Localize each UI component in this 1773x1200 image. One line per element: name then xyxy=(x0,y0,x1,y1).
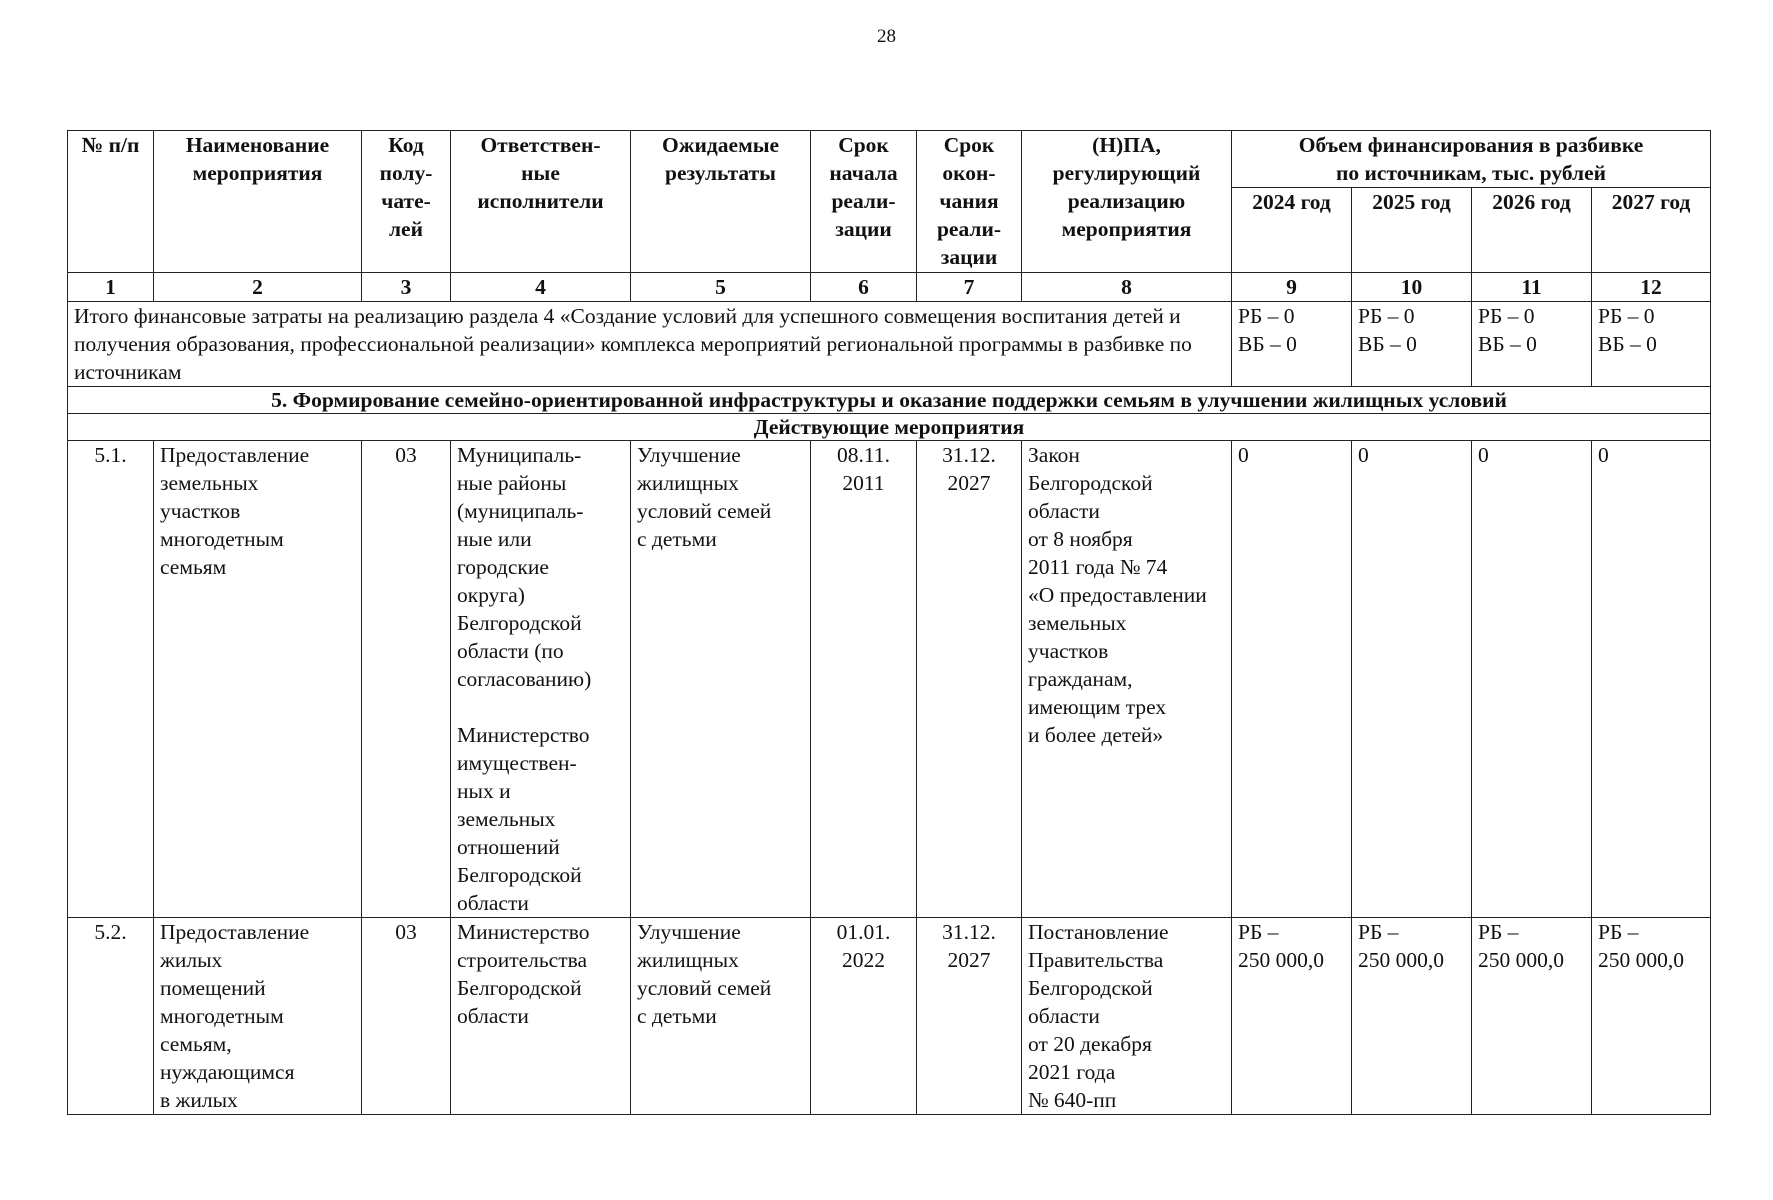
column-number: 5 xyxy=(631,273,811,302)
table-row xyxy=(68,441,1711,918)
recipient-code: 03 xyxy=(362,441,451,918)
header-year-2026: 2026 год xyxy=(1472,188,1592,273)
regulatory-act: Закон Белгородской области от 8 ноября 2011 года № 74 «О предоставлении земельных участков гражданам, имеющим трех и более детей» xyxy=(1022,441,1232,918)
column-number: 6 xyxy=(811,273,917,302)
responsible-executors: Муниципаль- ные районы (муниципаль- ные или городские округа) Белгородской области (по согласованию) Министерство имуществен- ных и земельных отношений Белгородской области xyxy=(451,441,631,918)
total-value-2027: РБ – 0 ВБ – 0 xyxy=(1592,302,1711,387)
start-date: 01.01. 2022 xyxy=(811,918,917,1115)
column-number: 7 xyxy=(917,273,1022,302)
page-number: 28 xyxy=(877,26,896,47)
header-no: № п/п xyxy=(68,131,154,273)
program-activities-table xyxy=(67,130,1711,1115)
funding-2025: РБ – 250 000,0 xyxy=(1352,918,1472,1115)
funding-2026: РБ – 250 000,0 xyxy=(1472,918,1592,1115)
total-row xyxy=(68,302,1711,387)
total-row-text: Итого финансовые затраты на реализацию раздела 4 «Создание условий для успешного совмещения воспитания детей и получения образования, профессиональной реализации» комплекса мероприятий региональной программы в разбивке по источникам xyxy=(68,302,1232,387)
column-number: 2 xyxy=(154,273,362,302)
section-title: 5. Формирование семейно-ориентированной инфраструктуры и оказание поддержки семьям в улучшении жилищных условий xyxy=(68,387,1711,414)
subsection-title: Действующие мероприятия xyxy=(68,414,1711,441)
header-end: Срок окон- чания реали- зации xyxy=(917,131,1022,273)
column-number: 3 xyxy=(362,273,451,302)
column-number: 11 xyxy=(1472,273,1592,302)
activity-name: Предоставление земельных участков многодетным семьям xyxy=(154,441,362,918)
total-value-2025: РБ – 0 ВБ – 0 xyxy=(1352,302,1472,387)
column-number: 10 xyxy=(1352,273,1472,302)
recipient-code: 03 xyxy=(362,918,451,1115)
funding-2027: РБ – 250 000,0 xyxy=(1592,918,1711,1115)
expected-results: Улучшение жилищных условий семей с детьми xyxy=(631,918,811,1115)
funding-2026: 0 xyxy=(1472,441,1592,918)
responsible-executors: Министерство строительства Белгородской области xyxy=(451,918,631,1115)
header-funding: Объем финансирования в разбивке по источникам, тыс. рублей xyxy=(1232,131,1711,188)
header-year-2027: 2027 год xyxy=(1592,188,1711,273)
header-year-2024: 2024 год xyxy=(1232,188,1352,273)
total-value-2026: РБ – 0 ВБ – 0 xyxy=(1472,302,1592,387)
funding-2024: 0 xyxy=(1232,441,1352,918)
header-name: Наименование мероприятия xyxy=(154,131,362,273)
total-value-2024: РБ – 0 ВБ – 0 xyxy=(1232,302,1352,387)
regulatory-act: Постановление Правительства Белгородской области от 20 декабря 2021 года № 640-пп xyxy=(1022,918,1232,1115)
funding-2025: 0 xyxy=(1352,441,1472,918)
header-results: Ожидаемые результаты xyxy=(631,131,811,273)
header-start: Срок начала реали- зации xyxy=(811,131,917,273)
end-date: 31.12. 2027 xyxy=(917,918,1022,1115)
column-number: 12 xyxy=(1592,273,1711,302)
column-number: 1 xyxy=(68,273,154,302)
column-number: 9 xyxy=(1232,273,1352,302)
header-code: Код полу- чате- лей xyxy=(362,131,451,273)
header-npa: (Н)ПА, регулирующий реализацию мероприятия xyxy=(1022,131,1232,273)
funding-2024: РБ – 250 000,0 xyxy=(1232,918,1352,1115)
header-year-2025: 2025 год xyxy=(1352,188,1472,273)
activity-name: Предоставление жилых помещений многодетным семьям, нуждающимся в жилых xyxy=(154,918,362,1115)
column-number: 8 xyxy=(1022,273,1232,302)
row-number: 5.1. xyxy=(68,441,154,918)
column-number: 4 xyxy=(451,273,631,302)
row-number: 5.2. xyxy=(68,918,154,1115)
expected-results: Улучшение жилищных условий семей с детьми xyxy=(631,441,811,918)
start-date: 08.11. 2011 xyxy=(811,441,917,918)
end-date: 31.12. 2027 xyxy=(917,441,1022,918)
funding-2027: 0 xyxy=(1592,441,1711,918)
header-responsible: Ответствен- ные исполнители xyxy=(451,131,631,273)
table-row xyxy=(68,918,1711,1115)
